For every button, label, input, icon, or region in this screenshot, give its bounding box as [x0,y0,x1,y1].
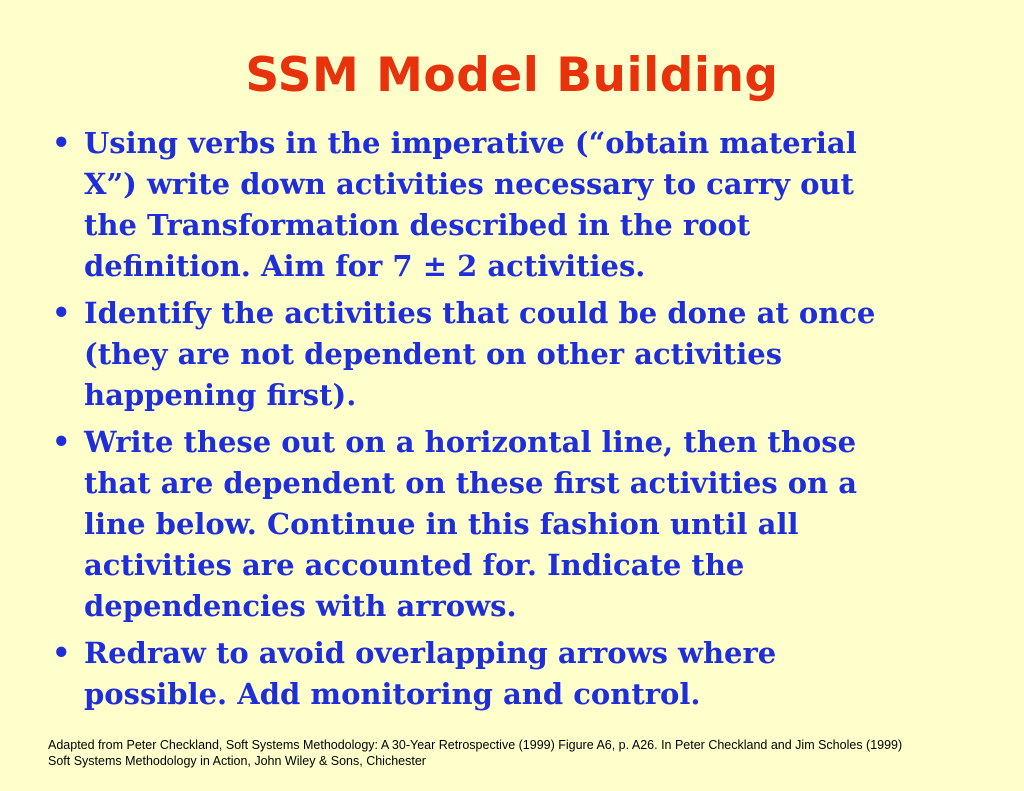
citation-line: Soft Systems Methodology in Action, John Wiley & Sons, Chichester [48,754,426,768]
bullet-marker: • [52,296,71,330]
bullet-marker: • [52,126,71,160]
citation-line: Adapted from Peter Checkland, Soft Systems Methodology: A 30-Year Retrospective (1999) Figure A6, p. A26. In Peter Checkland and Jim Scholes (1999) [48,738,903,752]
bullet-text-line: Using verbs in the imperative (“obtain material [84,126,857,160]
bullet-item-3 [52,422,972,627]
bullet-text-line: Write these out on a horizontal line, then those [84,425,857,459]
bullet-text-line: Redraw to avoid overlapping arrows where [84,636,777,670]
bullet-text-line: dependencies with arrows. [84,589,517,623]
bullet-text-line: happening first). [84,378,357,412]
bullet-marker: • [52,636,71,670]
bullet-marker: • [52,425,71,459]
bullet-text-line: possible. Add monitoring and control. [84,677,701,711]
bullet-text-line: definition. Aim for 7 ± 2 activities. [84,249,646,283]
bullet-item-4 [52,633,972,715]
bullet-text-line: line below. Continue in this fashion until all [84,507,799,541]
source-citation [48,737,1008,769]
bullet-item-2 [52,293,972,416]
bullet-text-line: (they are not dependent on other activities [84,337,783,371]
bullet-item-1 [52,123,972,287]
bullet-text-line: the Transformation described in the root [84,208,751,242]
bullet-text-line: X”) write down activities necessary to carry out [84,167,854,201]
bullet-list [52,123,972,721]
bullet-text-line: that are dependent on these first activities on a [84,466,858,500]
slide-title: SSM Model Building [245,48,779,103]
bullet-text-line: Identify the activities that could be done at once [84,296,876,330]
bullet-text-line: activities are accounted for. Indicate the [84,548,745,582]
